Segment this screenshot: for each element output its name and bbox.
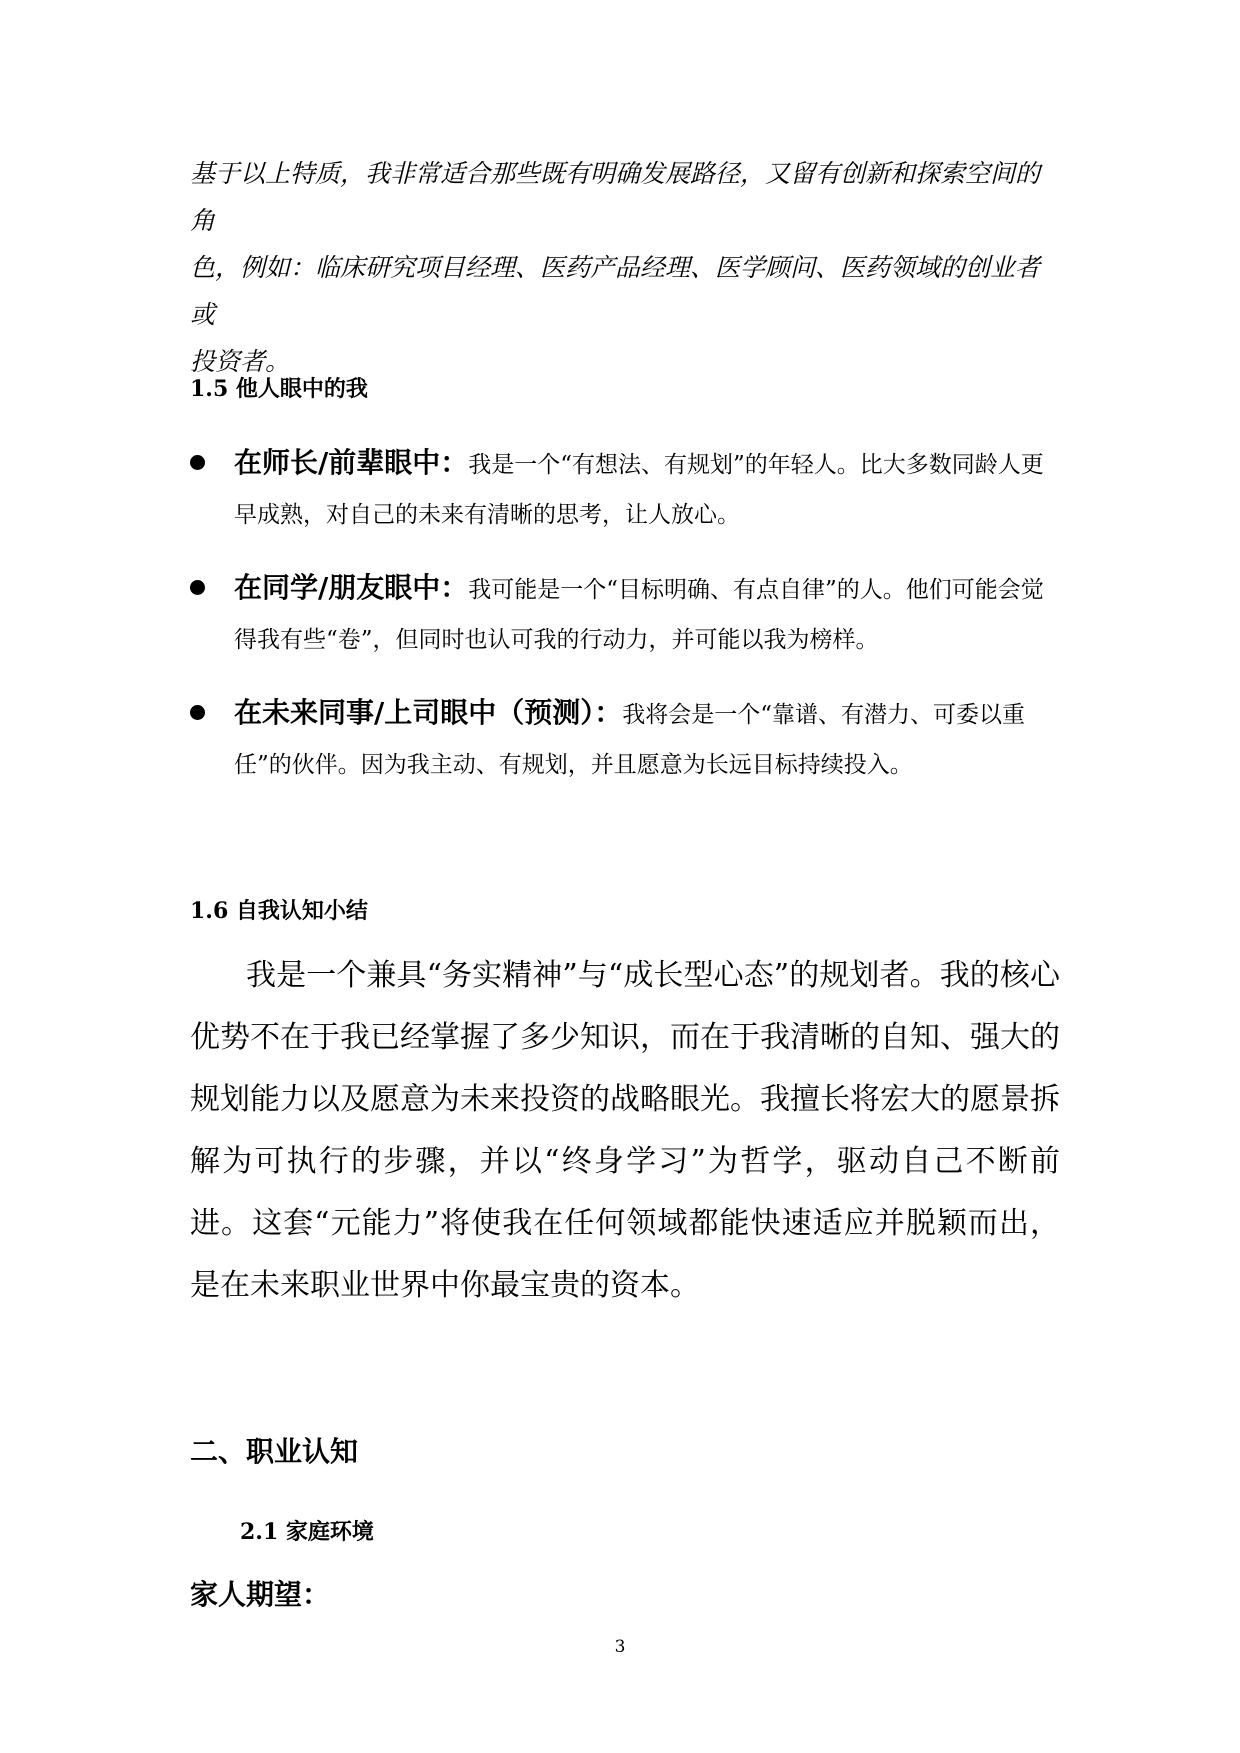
chapter-heading: 二、职业认知: [190, 1435, 359, 1468]
section-heading-1-6: 1.6 自我认知小结: [190, 898, 368, 924]
intro-line: 投资者。: [190, 347, 291, 376]
section-heading-2-1: 2.1 家庭环境: [240, 1519, 374, 1545]
intro-line: 基于以上特质，我非常适合那些既有明确发展路径，又留有创新和探索空间的角: [190, 159, 1041, 235]
intro-paragraph: [190, 150, 1060, 385]
item-label: 在师长/前辈眼中：: [234, 446, 469, 479]
bullet-dot-icon: [190, 455, 205, 470]
list-item: [190, 688, 1060, 790]
item-text: 我是一个“有想法、有规划”的年轻人。比大多数同龄人更早成熟，对自己的未来有清晰的思考，让人放心。: [234, 452, 1044, 528]
list-item: [190, 563, 1060, 665]
item-text: 我可能是一个“目标明确、有点自律”的人。他们可能会觉得我有些“卷”，但同时也认可我的行动力，并可能以我为榜样。: [234, 577, 1044, 653]
intro-line: 色，例如：临床研究项目经理、医药产品经理、医学顾问、医药领域的创业者或: [190, 253, 1041, 329]
list-item: [190, 438, 1060, 540]
bullet-dot-icon: [190, 580, 205, 595]
perception-list: [190, 438, 1060, 813]
section-heading-1-5: 1.5 他人眼中的我: [190, 376, 368, 402]
page-number: 3: [614, 1637, 626, 1657]
item-label: 在同学/朋友眼中：: [234, 571, 469, 604]
family-expectation-label: 家人期望：: [190, 1578, 331, 1611]
item-text: 我将会是一个“靠谱、有潜力、可委以重任”的伙伴。因为我主动、有规划，并且愿意为长远目标持续投入。: [234, 702, 1025, 778]
item-label: 在未来同事/上司眼中（预测）：: [234, 696, 623, 729]
summary-paragraph: 我是一个兼具“务实精神”与“成长型心态”的规划者。我的核心优势不在于我已经掌握了多少知识，而在于我清晰的自知、强大的规划能力以及愿意为未来投资的战略眼光。我擅长将宏大的愿景拆解为可执行的步骤，并以“终身学习”为哲学，驱动自己不断前进。这套“元能力”将使我在任何领域都能快速适应并脱颖而出，是在未来职业世界中你最宝贵的资本。: [190, 958, 1060, 1303]
bullet-dot-icon: [190, 705, 205, 720]
